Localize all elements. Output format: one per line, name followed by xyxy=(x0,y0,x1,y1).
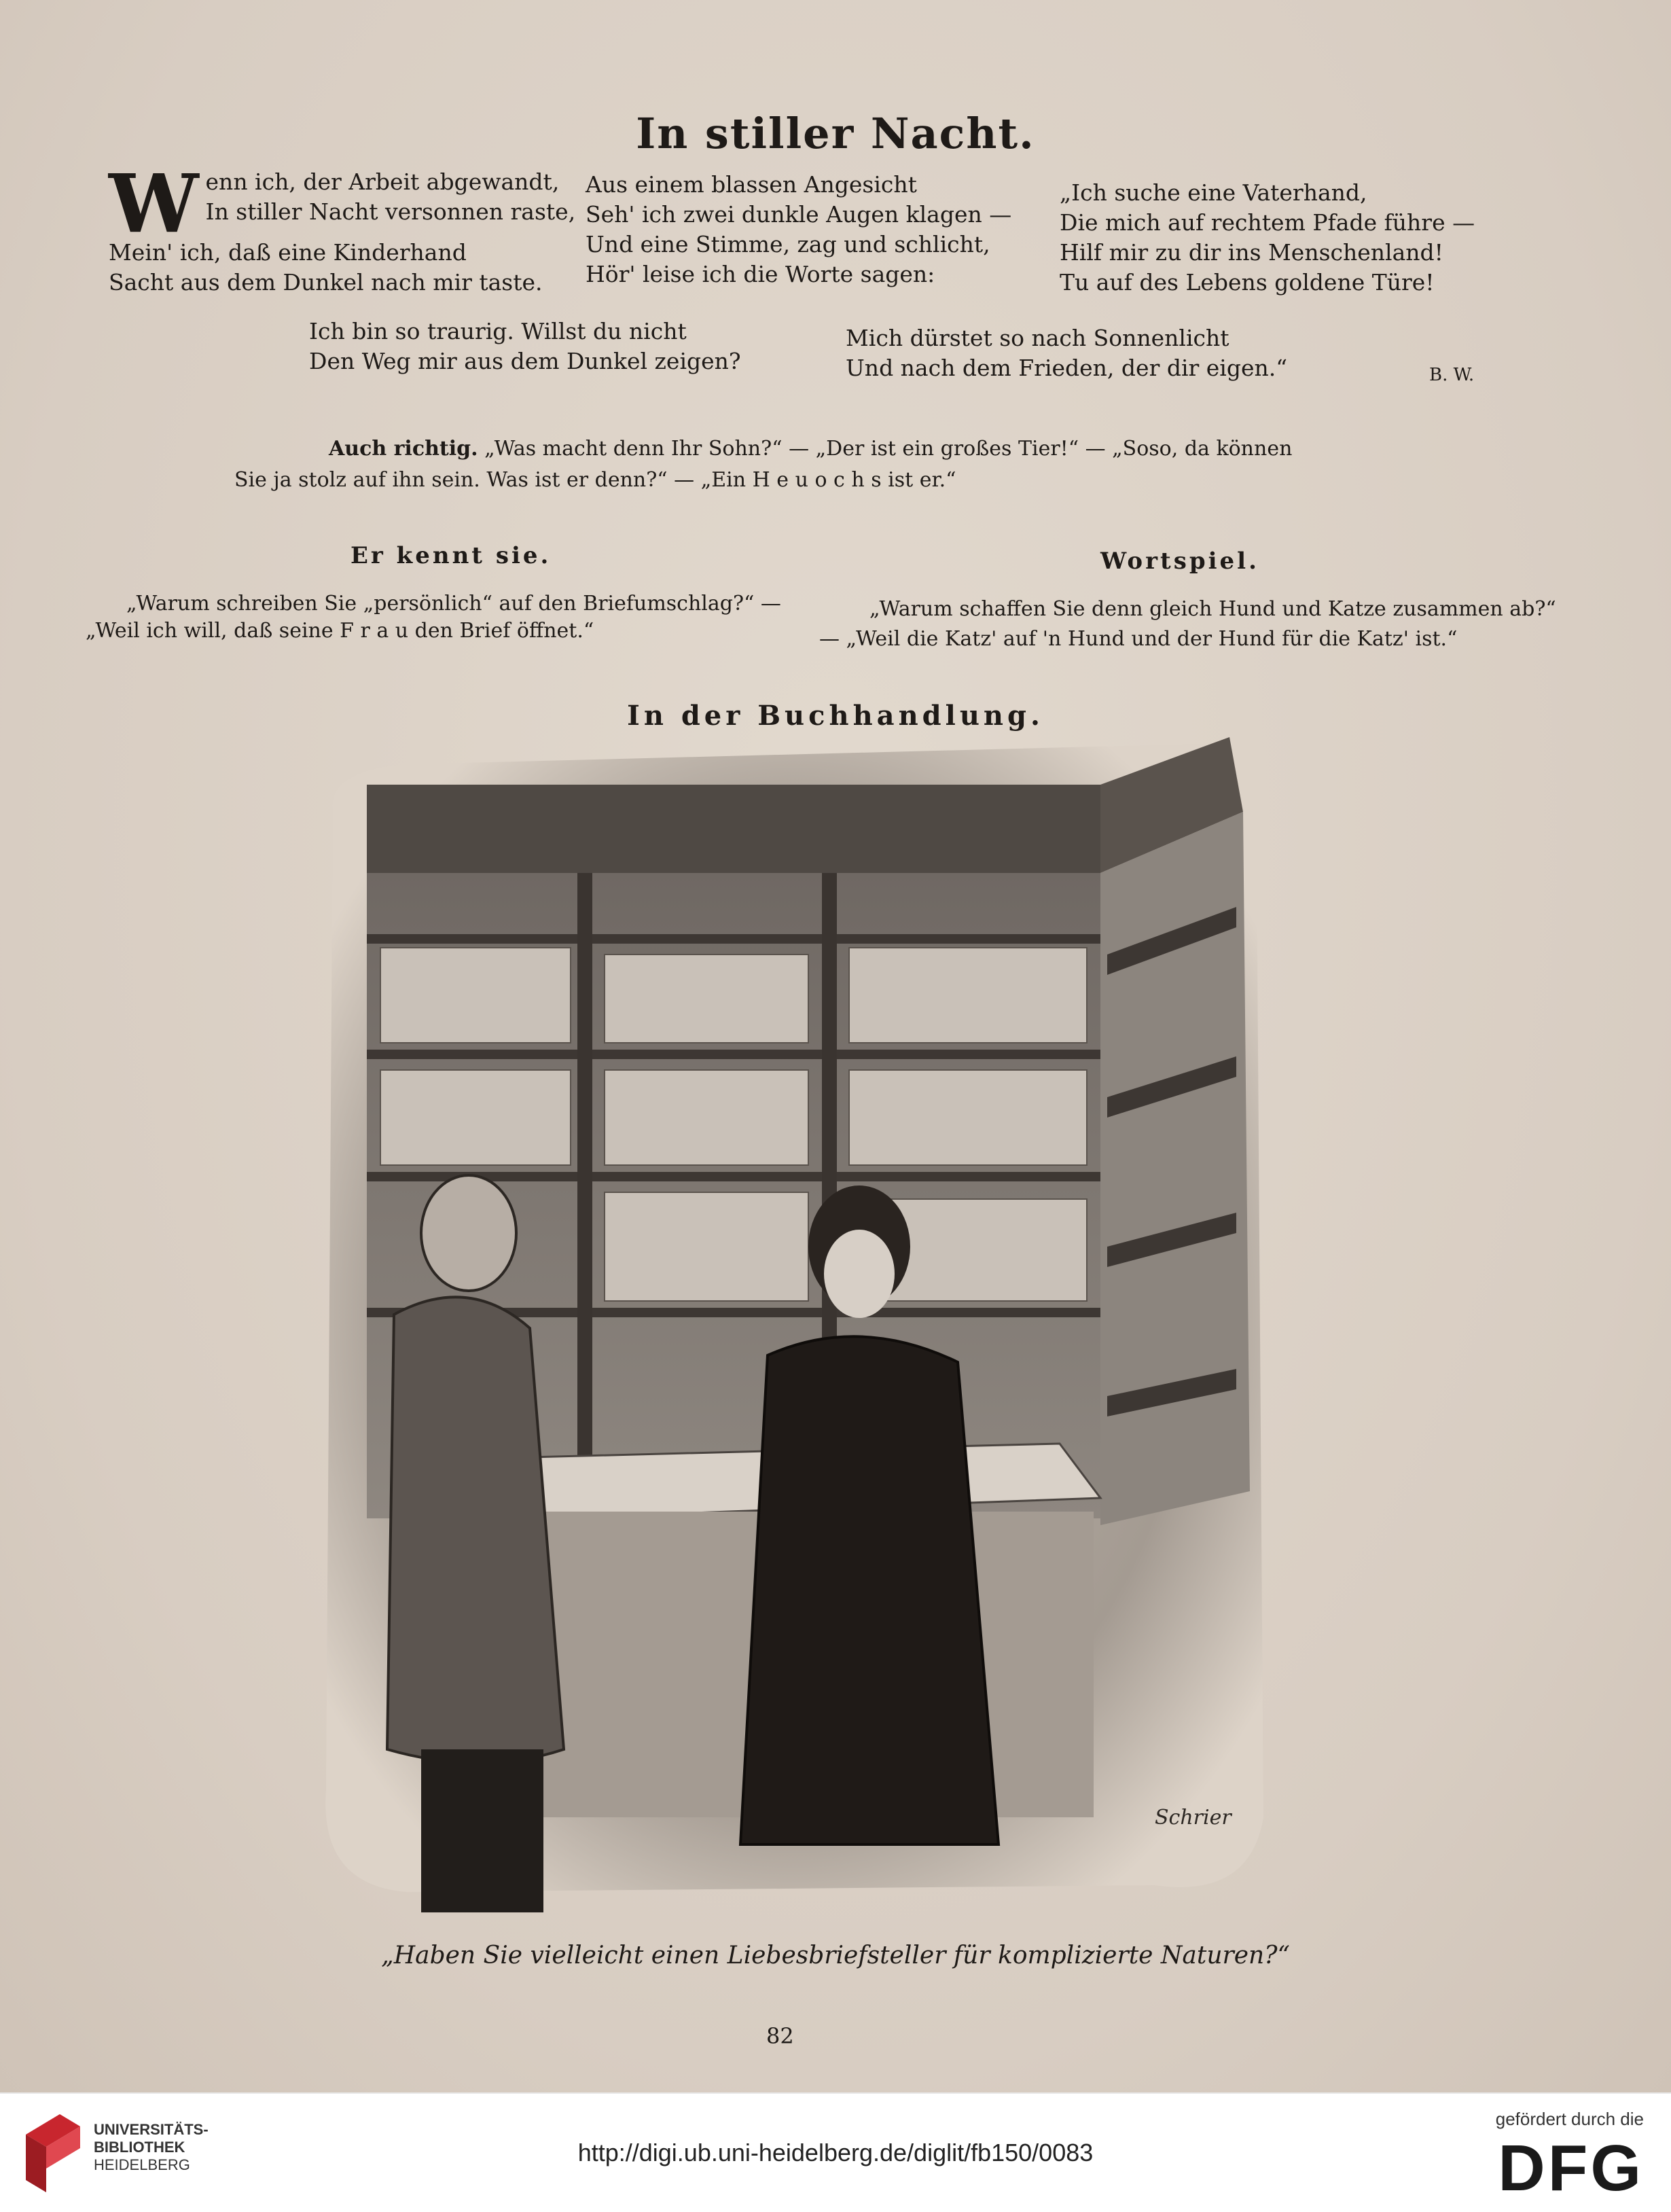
cartoon-title: In der Buchhandlung. xyxy=(627,700,1044,732)
poem-line: Hilf mir zu dir ins Menschenland! xyxy=(1060,239,1443,266)
digitization-footer xyxy=(0,2092,1671,2212)
joke-2-title: Er kennt sie. xyxy=(351,542,552,569)
poem-line: In stiller Nacht versonnen raste, xyxy=(205,198,576,225)
joke-3-second-line: — „Weil die Katz' auf 'n Hund und der Hund für die Katz' ist.“ xyxy=(819,627,1458,651)
library-name-line-2: BIBLIOTHEK xyxy=(94,2139,185,2156)
joke-1-title: Auch richtig. xyxy=(329,437,478,461)
poem-line: Die mich auf rechtem Pfade führe — xyxy=(1060,209,1475,236)
joke-1-text: „Was macht denn Ihr Sohn?“ — „Der ist ein großes Tier!“ — „Soso, da können xyxy=(484,437,1293,461)
poem-line: enn ich, der Arbeit abgewandt, xyxy=(205,168,560,195)
poem-author: B. W. xyxy=(1429,365,1475,385)
poem-line: Tu auf des Lebens goldene Türe! xyxy=(1060,269,1435,296)
poem-stanza-3 xyxy=(1060,178,1475,298)
ceiling xyxy=(367,785,1100,873)
poem-line: Seh' ich zwei dunkle Augen klagen — xyxy=(586,201,1012,228)
poem-line: Ich bin so traurig. Willst du nicht xyxy=(309,318,687,344)
poem-stanza-2 xyxy=(586,170,1011,289)
poem-line: Sacht aus dem Dunkel nach mir taste. xyxy=(109,269,543,296)
library-name-line-3: HEIDELBERG xyxy=(94,2156,190,2173)
poem-line: Mein' ich, daß eine Kinderhand xyxy=(109,239,467,266)
joke-2-second-line: „Weil ich will, daß seine F r a u den Brief öffnet.“ xyxy=(86,619,594,643)
poem-title: In stiller Nacht. xyxy=(636,109,1035,158)
joke-3-title: Wortspiel. xyxy=(1100,548,1259,575)
poem-line: „Ich suche eine Vaterhand, xyxy=(1060,179,1367,206)
poem-line: Und nach dem Frieden, der dir eigen.“ xyxy=(846,355,1288,381)
poem-line: Mich dürstet so nach Sonnenlicht xyxy=(846,325,1229,351)
dfg-logo: DFG xyxy=(1498,2132,1644,2205)
poem-line: Hör' leise ich die Worte sagen: xyxy=(586,261,935,287)
permalink-url[interactable]: http://digi.ub.uni-heidelberg.de/diglit/fb150/0083 xyxy=(577,2139,1094,2166)
poem-line: Den Weg mir aus dem Dunkel zeigen? xyxy=(309,348,741,374)
page-number: 82 xyxy=(766,2023,794,2049)
cartoon-caption: „Haben Sie vielleicht einen Liebesbriefsteller für komplizierte Naturen?“ xyxy=(381,1942,1290,1969)
bookshop-illustration xyxy=(306,730,1291,1912)
poem-stanza-1 xyxy=(109,156,576,298)
funded-by-label: gefördert durch die xyxy=(1495,2109,1644,2129)
poem-line: Und eine Stimme, zag und schlicht, xyxy=(586,231,990,257)
artist-signature: Schrier xyxy=(1155,1806,1232,1830)
poem-line: Aus einem blassen Angesicht xyxy=(586,171,917,198)
joke-3-first-line: „Warum schaffen Sie denn gleich Hund und Katze zusammen ab?“ xyxy=(869,597,1556,621)
poem-stanza-5 xyxy=(846,323,1287,383)
poem-stanza-4 xyxy=(309,317,741,376)
side-bookshelf xyxy=(1100,812,1250,1525)
joke-1-first-line xyxy=(329,435,1292,463)
library-name-line-1: UNIVERSITÄTS- xyxy=(94,2121,209,2138)
drop-cap: W xyxy=(109,156,199,251)
joke-1-second-line: Sie ja stolz auf ihn sein. Was ist er denn?“ — „Ein H e u o c h s ist er.“ xyxy=(234,468,956,492)
joke-2-first-line: „Warum schreiben Sie „persönlich“ auf den Briefumschlag?“ — xyxy=(126,592,781,616)
